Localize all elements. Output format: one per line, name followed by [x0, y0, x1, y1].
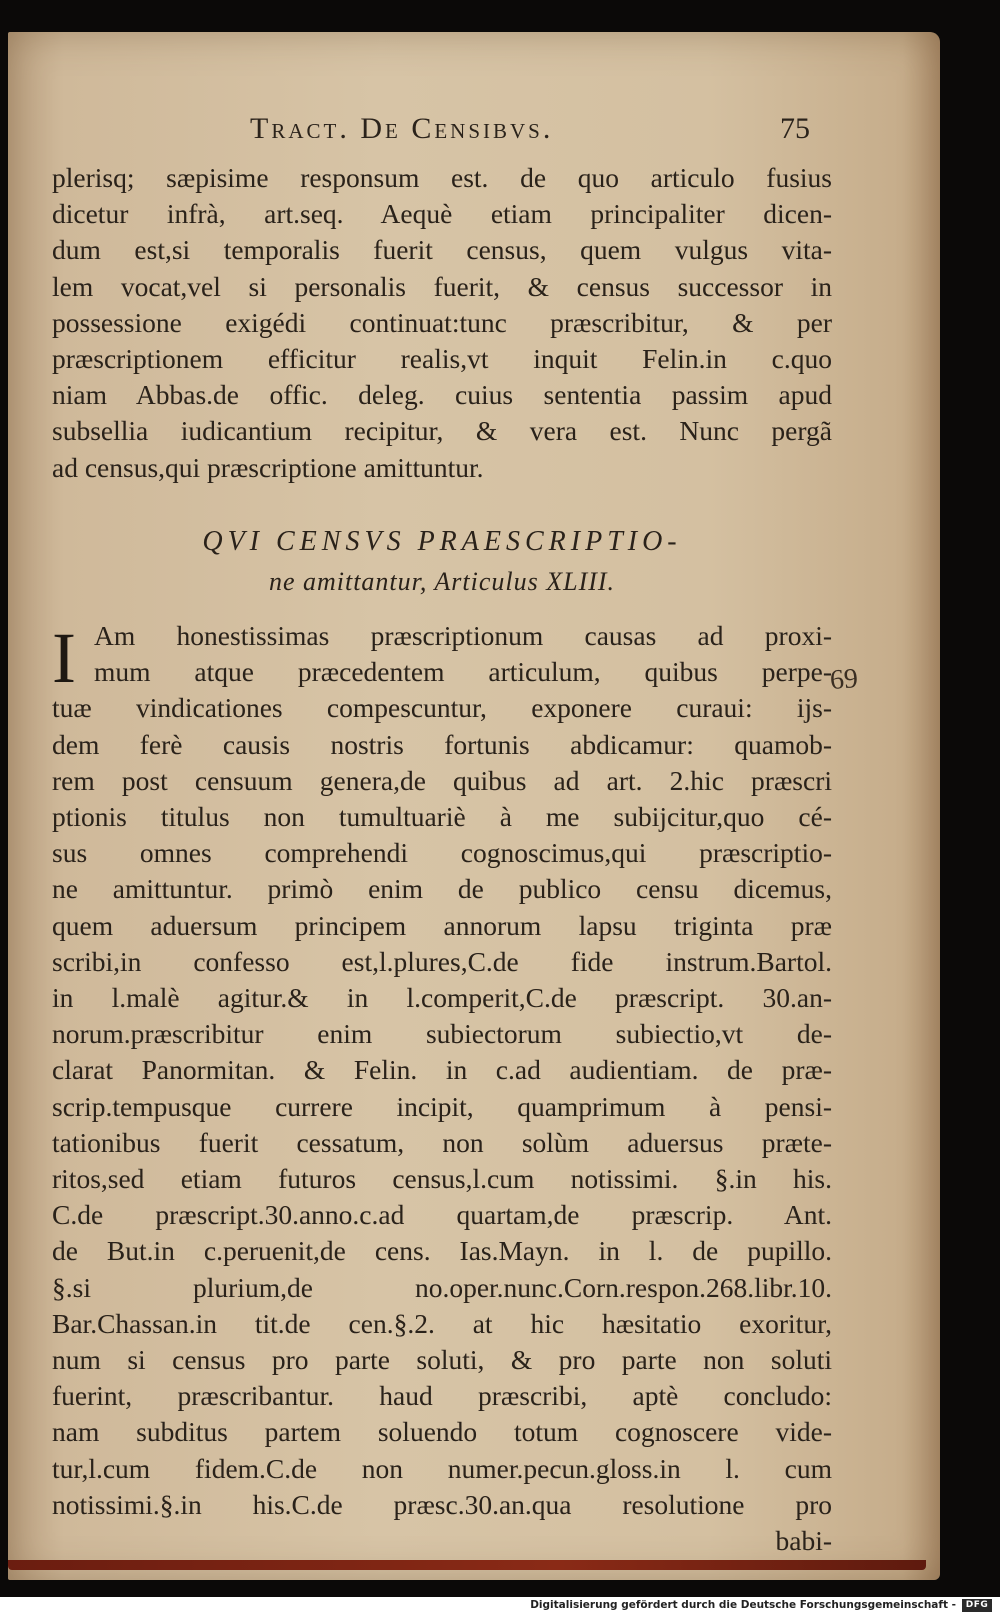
text-line: tur,l.cum fidem.C.de non numer.pecun.gloss.in l. cum [52, 1452, 832, 1484]
text-line: ptionis titulus non tumultuariè à me subijcitur,quo cé- [52, 801, 832, 833]
text-line: Am honestissimas præscriptionum causas ad proxi- [94, 620, 832, 651]
text-line: dem ferè causis nostris fortunis abdicamur: quamob- [52, 728, 832, 760]
section-heading-line-1: QVI CENSVS PRAESCRIPTIO- [202, 526, 682, 557]
page-edge-red [8, 1560, 926, 1570]
drop-initial: I [52, 618, 76, 698]
text-line: dum est,si temporalis fuerit census, quem vulgus vita- [52, 234, 832, 266]
text-line: Bar.Chassan.in tit.de cen.§.2. at hic hæsitatio exoritur, [52, 1307, 832, 1339]
body-text-top [52, 160, 832, 486]
section-heading-line-2: ne amittantur, Articulus XLIII. [268, 567, 616, 596]
text-line: quem aduersum principem annorum lapsu triginta præ [52, 909, 832, 941]
dfg-logo: DFG [962, 1599, 992, 1612]
footer-credit: Digitalisierung gefördert durch die Deutsche Forschungsgemeinschaft - [530, 1599, 956, 1611]
text-line: possessione exigédi continuat:tunc præscribitur, & per [52, 306, 832, 338]
text-line: de But.in c.peruenit,de cens. Ias.Mayn. in l. de pupillo. [52, 1235, 832, 1267]
text-line: nam subditus partem soluendo totum cognoscere vide- [52, 1416, 832, 1448]
text-line: scribi,in confesso est,l.plures,C.de fide instrum.Bartol. [52, 945, 832, 977]
text-line: plerisq; sæpisime responsum est. de quo articulo fusius [52, 162, 832, 193]
text-line: rem post censuum genera,de quibus ad art. 2.hic præscri [52, 764, 832, 796]
text-line: subsellia iudicantium recipitur, & vera est. Nunc pergã [52, 415, 832, 447]
text-line: mum atque præcedentem articulum, quibus perpe- [94, 656, 832, 688]
text-line: lem vocat,vel si personalis fuerit, & census successor in [52, 270, 832, 302]
marginal-note: 69 [828, 663, 860, 696]
text-line: ne amittuntur. primò enim de publico censu dicemus, [52, 873, 832, 905]
page-number: 75 [780, 112, 810, 145]
text-line: §.si plurium,de no.oper.nunc.Corn.respon.268.libr.10. [52, 1271, 832, 1303]
section-heading [52, 522, 832, 602]
text-line: notissimi.§.in his.C.de præsc.30.an.qua resolutione pro [52, 1488, 832, 1520]
text-line: tationibus fuerit cessatum, non solùm aduersus præte- [52, 1126, 832, 1158]
text-line: ritos,sed etiam futuros census,l.cum notissimi. §.in his. [52, 1163, 832, 1195]
page-header [8, 84, 940, 145]
book-page [8, 32, 940, 1580]
text-line: præscriptionem efficitur realis,vt inquit Felin.in c.quo [52, 343, 832, 375]
body-text-main [52, 618, 832, 1559]
text-line: sus omnes comprehendi cognoscimus,qui præscriptio- [52, 837, 832, 869]
text-line: clarat Panormitan. & Felin. in c.ad audientiam. de præ- [52, 1054, 832, 1086]
text-line: fuerint, præscribantur. haud præscribi, aptè concludo: [52, 1380, 832, 1412]
text-line: tuæ vindicationes compescuntur, exponere curaui: ijs- [52, 692, 832, 724]
text-line: in l.malè agitur.& in l.comperit,C.de præscript. 30.an- [52, 982, 832, 1014]
text-line: ad census,qui præscriptione amittuntur. [52, 451, 484, 483]
text-line: scrip.tempusque currere incipit, quamprimum à pensi- [52, 1090, 832, 1122]
text-line: C.de præscript.30.anno.c.ad quartam,de præscrip. Ant. [52, 1199, 832, 1231]
text-line: num si census pro parte soluti, & pro parte non soluti [52, 1344, 832, 1376]
running-title: Tract. De Censibvs. [250, 112, 554, 145]
text-line: niam Abbas.de offic. deleg. cuius sententia passim apud [52, 379, 832, 411]
text-line: dicetur infrà, art.seq. Aequè etiam principaliter dicen- [52, 198, 832, 230]
catchword: babi- [775, 1525, 832, 1557]
text-line: norum.præscribitur enim subiectorum subiectio,vt de- [52, 1018, 832, 1050]
